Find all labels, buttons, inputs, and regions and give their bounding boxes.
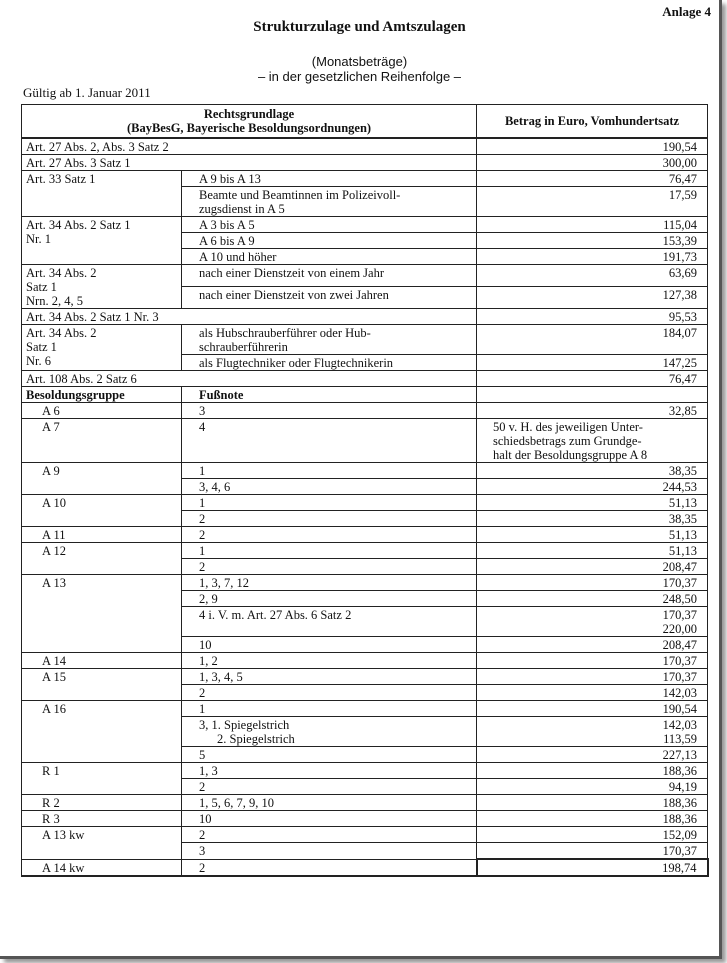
amount-cell (477, 155, 708, 171)
amount-text: 198,74 (662, 861, 697, 875)
amount-text: 220,00 (662, 622, 698, 636)
annex-label: Anlage 4 (662, 4, 711, 19)
footnote-cell (182, 763, 477, 779)
description-text: nach einer Dienstzeit von einem Jahr (199, 266, 384, 280)
amount-text: 51,13 (668, 544, 698, 558)
legal-basis-text: Satz 1 (26, 280, 57, 294)
description-cell (182, 187, 477, 217)
amount-cell (477, 371, 708, 387)
footnote-text: 1, 3 (199, 764, 218, 778)
legal-basis-cell (22, 309, 477, 325)
subtitle-order: – in der gesetzlichen Reihenfolge – (257, 69, 462, 84)
description-cell (182, 287, 477, 309)
table-row (22, 309, 708, 325)
amount-cell (477, 217, 708, 233)
footnote-text: 2 (199, 780, 206, 794)
amount-cell (477, 763, 708, 779)
legal-basis-header (22, 105, 477, 139)
footnote-cell (182, 607, 477, 637)
amount-cell (477, 265, 708, 287)
footnote-text: 5 (199, 748, 206, 762)
amount-text: 170,37 (662, 654, 698, 668)
amount-cell (477, 669, 708, 685)
table-row (22, 527, 708, 543)
amount-text: 190,54 (662, 702, 698, 716)
description-text: als Flugtechniker oder Flugtechnikerin (199, 356, 394, 370)
amount-cell (477, 325, 708, 355)
grade-cell (22, 543, 182, 575)
footnote-cell (182, 701, 477, 717)
amount-cell (477, 355, 708, 371)
table-row (22, 325, 708, 355)
description-cell (182, 249, 477, 265)
description-text: zugsdienst in A 5 (199, 202, 285, 216)
legal-basis-text: Art. 34 Abs. 2 Satz 1 Nr. 3 (26, 310, 159, 324)
footnote-text: 2 (199, 860, 206, 875)
footnote-cell (182, 575, 477, 591)
amount-cell (477, 607, 708, 637)
amount-cell (477, 591, 708, 607)
grade-header-text: Besoldungsgruppe (26, 388, 125, 402)
footnote-cell (182, 511, 477, 527)
footnote-text: 10 (199, 638, 212, 652)
footnote-cell (182, 463, 477, 479)
footnote-cell (182, 637, 477, 653)
amount-header: Betrag in Euro, Vomhundertsatz (477, 105, 708, 139)
footnote-text: 2, 9 (199, 592, 218, 606)
amount-text: 300,00 (662, 156, 698, 170)
legal-basis-cell (22, 217, 182, 265)
amount-text: 95,53 (668, 310, 698, 324)
amount-cell (477, 747, 708, 763)
grade-text: A 16 (42, 702, 66, 716)
amount-header-empty (477, 387, 708, 403)
footnote-text: 1 (199, 702, 206, 716)
amount-text: 63,69 (668, 266, 698, 280)
amount-cell (477, 495, 708, 511)
amount-text: 50 v. H. des jeweiligen Unter- (493, 420, 643, 434)
description-cell (182, 355, 477, 371)
table-row (22, 859, 708, 876)
footnote-text: 2 (199, 828, 206, 842)
description-text: als Hubschrauberführer oder Hub- (199, 326, 371, 340)
footnote-cell (182, 653, 477, 669)
amount-cell (477, 171, 708, 187)
footnote-cell (182, 591, 477, 607)
amount-cell (477, 138, 708, 155)
legal-basis-text: Nr. 1 (26, 232, 51, 246)
footnote-cell (182, 559, 477, 575)
legal-basis-text: Art. 34 Abs. 2 (26, 266, 97, 280)
table-row (22, 669, 708, 685)
footnote-text: 2 (199, 560, 206, 574)
description-text: nach einer Dienstzeit von zwei Jahren (199, 288, 389, 302)
grade-text: A 14 (42, 654, 66, 668)
amount-cell (477, 795, 708, 811)
amount-cell (477, 701, 708, 717)
amount-cell (477, 685, 708, 701)
amount-cell (477, 419, 708, 463)
amount-text: 248,50 (662, 592, 698, 606)
grade-text: A 12 (42, 544, 66, 558)
footnote-cell (182, 403, 477, 419)
grade-text: A 14 kw (42, 860, 85, 875)
table-row (22, 171, 708, 187)
footnote-cell (182, 779, 477, 795)
amount-text: 191,73 (662, 250, 698, 264)
grade-cell (22, 763, 182, 795)
legal-basis-text: Nrn. 2, 4, 5 (26, 294, 83, 308)
footnote-cell (182, 527, 477, 543)
footnote-text: 4 (199, 420, 206, 434)
description-text: A 9 bis A 13 (199, 172, 261, 186)
amount-cell (477, 779, 708, 795)
legal-basis-text: Art. 34 Abs. 2 (26, 326, 97, 340)
amount-text: 152,09 (662, 828, 698, 842)
table-row (22, 827, 708, 843)
amount-cell (477, 575, 708, 591)
grade-text: A 13 kw (42, 828, 85, 842)
grade-cell (22, 669, 182, 701)
footnote-cell (182, 495, 477, 511)
grade-text: A 6 (42, 404, 60, 418)
footnote-cell (182, 859, 477, 876)
table-row (22, 155, 708, 171)
amount-text: 17,59 (668, 188, 698, 202)
table-row (22, 811, 708, 827)
description-text: A 6 bis A 9 (199, 234, 255, 248)
grade-cell (22, 403, 182, 419)
footnote-text: 2 (199, 512, 206, 526)
footnote-text: 2. Spiegelstrich (217, 732, 295, 746)
amount-cell (477, 811, 708, 827)
table-row (22, 138, 708, 155)
description-cell (182, 171, 477, 187)
footnote-text: 1, 5, 6, 7, 9, 10 (199, 796, 274, 810)
footnote-text: 3, 1. Spiegelstrich (199, 718, 290, 732)
table-row (22, 795, 708, 811)
amount-text: 188,36 (662, 764, 698, 778)
grade-header-row (22, 387, 708, 403)
amount-cell (477, 827, 708, 843)
amount-text: 51,13 (668, 496, 698, 510)
grade-text: A 15 (42, 670, 66, 684)
amount-cell (477, 717, 708, 747)
legal-basis-text: Art. 108 Abs. 2 Satz 6 (26, 372, 137, 386)
legal-basis-text: Art. 33 Satz 1 (26, 172, 96, 186)
grade-text: A 7 (42, 420, 60, 434)
table-row (22, 495, 708, 511)
footnote-text: 1 (199, 496, 206, 510)
allowance-table (21, 104, 709, 877)
grade-cell (22, 811, 182, 827)
footnote-text: 2 (199, 528, 206, 542)
grade-text: A 13 (42, 576, 66, 590)
legal-basis-text: Art. 34 Abs. 2 Satz 1 (26, 218, 131, 232)
amount-text: 51,13 (668, 528, 698, 542)
footnote-cell (182, 843, 477, 860)
amount-text: 170,37 (662, 608, 698, 622)
footnote-text: 4 i. V. m. Art. 27 Abs. 6 Satz 2 (199, 608, 352, 622)
amount-cell (477, 527, 708, 543)
table-row (22, 419, 708, 463)
grade-header (22, 387, 182, 403)
amount-cell (477, 843, 708, 860)
footnote-cell (182, 685, 477, 701)
table-row (22, 653, 708, 669)
description-cell (182, 325, 477, 355)
amount-text: 244,53 (662, 480, 698, 494)
amount-text: 170,37 (662, 844, 698, 858)
grade-cell (22, 859, 182, 876)
amount-cell (477, 559, 708, 575)
footnote-text: 1 (199, 544, 206, 558)
document-title: Strukturzulage und Amtszulagen (253, 19, 466, 35)
footnote-text: 2 (199, 686, 206, 700)
footnote-text: 3 (199, 844, 206, 858)
grade-cell (22, 653, 182, 669)
amount-text: 94,19 (668, 780, 698, 794)
amount-text: 190,54 (662, 140, 698, 154)
amount-text: schiedsbetrags zum Grundge- (493, 434, 642, 448)
valid-from: Gültig ab 1. Januar 2011 (23, 85, 151, 100)
description-cell (182, 265, 477, 287)
amount-cell (477, 187, 708, 217)
amount-text: 127,38 (662, 288, 698, 302)
legal-basis-text: Art. 27 Abs. 3 Satz 1 (26, 156, 131, 170)
footnote-header (182, 387, 477, 403)
table-body (22, 138, 708, 876)
grade-text: A 10 (42, 496, 66, 510)
amount-cell (477, 309, 708, 325)
footnote-text: 3, 4, 6 (199, 480, 231, 494)
footnote-cell (182, 747, 477, 763)
grade-text: R 1 (42, 764, 60, 778)
grade-text: A 11 (42, 528, 66, 542)
footnote-cell (182, 419, 477, 463)
footnote-cell (182, 669, 477, 685)
legal-basis-cell (22, 265, 182, 309)
grade-cell (22, 795, 182, 811)
amount-text: 76,47 (668, 172, 698, 186)
amount-cell (477, 637, 708, 653)
grade-text: R 3 (42, 812, 60, 826)
description-text: A 3 bis A 5 (199, 218, 255, 232)
legal-basis-header-line1: Rechtsgrundlage (203, 107, 295, 121)
amount-cell (477, 653, 708, 669)
grade-cell (22, 495, 182, 527)
footnote-header-text: Fußnote (199, 388, 244, 402)
grade-text: R 2 (42, 796, 60, 810)
amount-text: 184,07 (662, 326, 698, 340)
amount-text: 170,37 (662, 576, 698, 590)
table-row (22, 701, 708, 717)
amount-cell (477, 233, 708, 249)
amount-text: 38,35 (668, 464, 698, 478)
description-text: A 10 und höher (199, 250, 277, 264)
footnote-text: 1, 3, 7, 12 (199, 576, 249, 590)
footnote-cell (182, 543, 477, 559)
amount-cell (477, 403, 708, 419)
grade-cell (22, 527, 182, 543)
amount-text: 188,36 (662, 796, 698, 810)
table-row (22, 217, 708, 233)
amount-text: 227,13 (662, 748, 698, 762)
amount-text: halt der Besoldungsgruppe A 8 (493, 448, 648, 462)
description-text: schrauberführerin (199, 340, 288, 354)
footnote-cell (182, 827, 477, 843)
legal-basis-cell (22, 138, 477, 155)
amount-text: 147,25 (662, 356, 698, 370)
amount-cell (477, 511, 708, 527)
table-row (22, 543, 708, 559)
footnote-text: 1, 3, 4, 5 (199, 670, 243, 684)
footnote-text: 1 (199, 464, 206, 478)
legal-basis-text: Nr. 6 (26, 354, 51, 368)
footnote-cell (182, 717, 477, 747)
legal-basis-cell (22, 155, 477, 171)
grade-text: A 9 (42, 464, 60, 478)
amount-text: 32,85 (668, 404, 698, 418)
amount-cell (477, 249, 708, 265)
legal-basis-text: Art. 27 Abs. 2, Abs. 3 Satz 2 (26, 140, 169, 154)
amount-text: 188,36 (662, 812, 698, 826)
amount-text: 142,03 (662, 686, 698, 700)
amount-text: 142,03 (662, 718, 698, 732)
footnote-text: 10 (199, 812, 212, 826)
table-row (22, 371, 708, 387)
footnote-text: 1, 2 (199, 654, 218, 668)
footnote-text: 3 (199, 404, 206, 418)
amount-cell (477, 543, 708, 559)
amount-cell (477, 463, 708, 479)
legal-basis-text: Satz 1 (26, 340, 57, 354)
description-text: Beamte und Beamtinnen im Polizeivoll- (199, 188, 401, 202)
grade-cell (22, 463, 182, 495)
footnote-cell (182, 479, 477, 495)
amount-text: 113,59 (663, 732, 698, 746)
amount-text: 153,39 (662, 234, 698, 248)
legal-basis-header-line2: (BayBesG, Bayerische Besoldungsordnungen) (126, 121, 372, 135)
table-header-row (22, 105, 708, 139)
subtitle-monthly: (Monatsbeträge) (311, 54, 408, 69)
amount-text: 208,47 (662, 638, 698, 652)
amount-text: 38,35 (668, 512, 698, 526)
amount-cell (477, 287, 708, 309)
description-cell (182, 217, 477, 233)
footnote-cell (182, 811, 477, 827)
description-cell (182, 233, 477, 249)
legal-basis-cell (22, 371, 477, 387)
legal-basis-cell (22, 325, 182, 371)
table-row (22, 403, 708, 419)
amount-text: 208,47 (662, 560, 698, 574)
amount-cell (477, 479, 708, 495)
grade-cell (22, 827, 182, 860)
table-row (22, 575, 708, 591)
grade-cell (22, 575, 182, 653)
table-row (22, 763, 708, 779)
amount-text: 170,37 (662, 670, 698, 684)
grade-cell (22, 419, 182, 463)
amount-text: 115,04 (663, 218, 698, 232)
table-row (22, 463, 708, 479)
table-row (22, 265, 708, 287)
legal-basis-cell (22, 171, 182, 217)
amount-cell (477, 859, 708, 876)
grade-cell (22, 701, 182, 763)
footnote-cell (182, 795, 477, 811)
amount-text: 76,47 (668, 372, 698, 386)
